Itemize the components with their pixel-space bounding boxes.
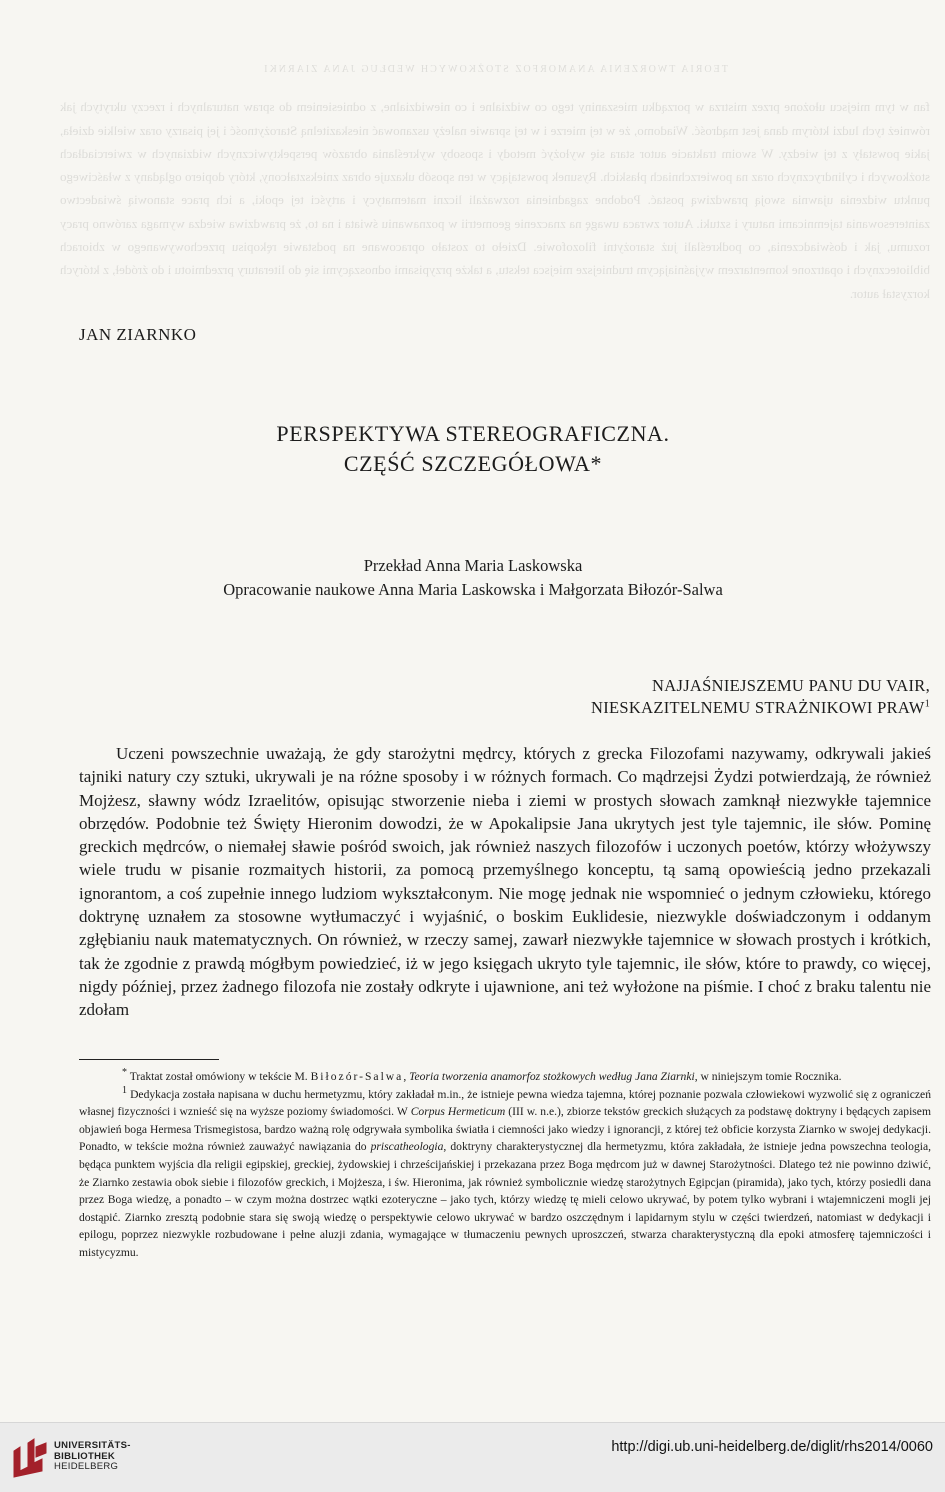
dedication-line-1: NAJJAŚNIEJSZEMU PANU DU VAIR, [652,676,930,695]
footnote-star [79,1068,931,1086]
footnote-divider [79,1059,219,1060]
bleed-through-header: TEORIA TWORZENIA ANAMORFOZ STOŻKOWYCH WEDŁUG JANA ZIARNKI [262,64,728,75]
library-name-line-1: UNIVERSITÄTS- [54,1440,131,1451]
footnote-1-part3: , doktryny charakterystycznej dla hermetyzmu, która zakładała, że istnieje jedna powszechna teologia, będąca punktem wyjścia dla religii egipskiej, greckiej, żydowskiej i chrześcijańskiej i przekazana przez Boga mędrcom już w dawnej Starożytności. Dlatego też nie powinno dziwić, że Ziarnko zestawia obok siebie i filozofów greckich, i Mojżesza, i św. Hieronima, jak również symbolicznie wiedzę starożytnych Egipcjan (piramida), jako tych, którzy posiedli dana przez Boga wiedzę, a ponadto – w czym można dostrzec wątki ezoteryczne – jako tych, którzy wiedzę tę mieli celowo ukrywać, by potem tylko wybrani i wtajemniczeni mogli jej dostąpić. Ziarnko zresztą podobnie stara się swoją wiedzę o perspektywie celowo ukrywać w bardzo oszczędnym i lapidarnym stylu w części twierdzeń, natomiast w dedykacji i epilogu, poprzez niezwykle rozbudowane i pełne aluzji zdania, wymagające w tłumaczeniu pewnych uproszczeń, stwarza charakterystyczną dla epoki atmosferę tajemniczości i mistycyzmu. [79,1140,932,1259]
dedication-line-2 [591,698,930,718]
footnote-star-title: Teoria tworzenia anamorfoz stożkowych według Jana Ziarnki [409,1070,695,1083]
footnotes [79,1068,931,1262]
footnote-1-italic-corpus: Corpus Hermeticum [410,1105,506,1119]
library-name[interactable] [54,1441,131,1473]
footnote-star-post: , w niniejszym tomie Rocznika. [694,1070,842,1083]
title-line-2: CZĘŚĆ SZCZEGÓŁOWA* [343,451,603,476]
library-logo-shape [14,1439,46,1477]
footnote-star-mark: * [122,1067,127,1079]
author-name: JAN ZIARNKO [79,325,197,344]
editing-credit: Opracowanie naukowe Anna Maria Laskowska i Małgorzata Biłozór-Salwa [223,580,723,599]
footnote-star-pre: Traktat został omówiony w tekście M. [129,1070,308,1083]
footnote-star-author: Biłozór-Salwa [310,1070,404,1083]
library-logo-icon[interactable] [10,1437,48,1479]
library-name-line-3: HEIDELBERG [54,1461,119,1472]
footnote-1-part2: (III w. n.e.), zbiorze tekstów greckich służących za podstawę doktryny i będących zapisem objawień boga Hermesa Trismegistosa, bardzo ważną rolę odgrywała symbolika światła i ciemności jako wiedzy i ignorancji, z której też obficie korzysta Ziarnko w swojej dedykacji. Ponadto, w tekście można również zauważyć nawiązania do [79,1105,931,1154]
footnote-1-mark: 1 [122,1084,127,1096]
body-paragraph: Uczeni powszechnie uważają, że gdy starożytni mędrcy, których z grecka Filozofami nazywamy, odkrywali jakieś tajniki natury czy sztuki, ukrywali je na różne sposoby i w różnych formach. Co mądrzejsi Żydzi potwierdzają, że również Mojżesz, sławny wódz Izraelitów, opisując stworzenie nieba i ziemi w prostych słowach zamknął niezwykłe tajemnice obrzędów. Podobnie też Święty Hieronim dowodzi, że w Apokalipsie Jana ukrytych jest tyle tajemnic, ile słów. Pominę greckich mędrców, o niemałej sławie pośród swoich, jak również naszych filozofów i uczonych poetów, którzy włożywszy wiele trudu w pisanie rozmaitych historii, za pomocą przemyślnego konceptu, tą samą opowieścią jedno przekazali ignorantom, a coś zupełnie innego ludziom wykształconym. Nie mogę jednak nie wspomnieć o jednym człowieku, którego doktrynę uznałem za stosowne wytłumaczyć i wyjaśnić, o boskim Euklidesie, niezwykle doświadczonym i oddanym zgłębianiu nauk matematycznych. On również, w rzeczy samej, zawarł niezwykłe tajemnice w słowach prostych i krótkich, tak że zgodnie z prawdą mógłbym powiedzieć, iż w jego księgach ukryto tyle tajemnic, ile słów, które to prawdy, co więcej, nigdy później, przez żadnego filozofa nie zostały odkryte i ujawnione, ani też wyłożone na piśmie. I choć z braku talentu nie zdołam [79,744,931,1020]
footnote-1-part1: Dedykacja została napisana w duchu hermetyzmu, który zakładał m.in., że istnieje pewna wiedza tajemna, której poznanie pozwala człowiekowi wyzwolić się z ograniczeń własnej fizyczności i wznieść się na wyższe poziomy świadomości. W [79,1087,931,1119]
footer-bar [0,1422,945,1492]
title-line-1: PERSPEKTYWA STEREOGRAFICZNA. [276,421,670,446]
bleed-through-body: fan w tym miejscu ułożone przez mistrza w porządku mieszaniny tego co widzialne i co niewidzialne, z odniesieniem do spraw naturalnych i rzeczy ukrytych jak również tych ludzi którym dana jest mądrość. Wiadomo, że w tej mierze i w tej sprawie należy uszanować nieskazitelną Starożytność i jej pisarzy oraz wielkie dzieła, jakie powstały z tej wiedzy. W swoim traktacie autor stara się wyłożyć metody i sposoby wykreślania obrazów perspektywicznych widzianych w zwierciadłach stożkowych i cylindrycznych oraz na powierzchniach płaskich. Rysunek powstający w ten sposób ukazuje obraz zniekształcony, który dopiero oglądany z właściwego punktu widzenia ujawnia swoją prawdziwą postać. Podobne zagadnienia rozważali liczni matematycy i artyści tej epoki, a ich prace stanowią świadectwo zainteresowania tajemnicami natury i sztuki. Autor zwraca uwagę na znaczenie geometrii w poznawaniu świata i na to, że prawdziwa wiedza wymaga zarówno pracy rozumu, jak i doświadczenia, co podkreślali już starożytni filozofowie. Dzieło to zostało opracowane na podstawie rękopisu przechowywanego w zbiorach bibliotecznych i opatrzone komentarzem wyjaśniającym trudniejsze miejsca tekstu, a także przypisami odnoszącymi się do literatury przedmiotu i do źródeł, z których korzystał autor. [60,99,930,301]
footnote-1-italic-priscatheologia: priscatheologia [370,1140,444,1154]
footnote-star-sep: , [403,1070,407,1083]
dedication-line-2-text: NIESKAZITELNEMU STRAŻNIKOWI PRAW [591,698,925,717]
source-url-link[interactable]: http://digi.ub.uni-heidelberg.de/diglit/rhs2014/0060 [611,1439,933,1455]
footnote-1 [79,1086,931,1262]
footnote-reference-1[interactable]: 1 [924,698,930,710]
library-name-line-2: BIBLIOTHEK [54,1450,116,1462]
translation-credit: Przekład Anna Maria Laskowska [363,556,583,575]
